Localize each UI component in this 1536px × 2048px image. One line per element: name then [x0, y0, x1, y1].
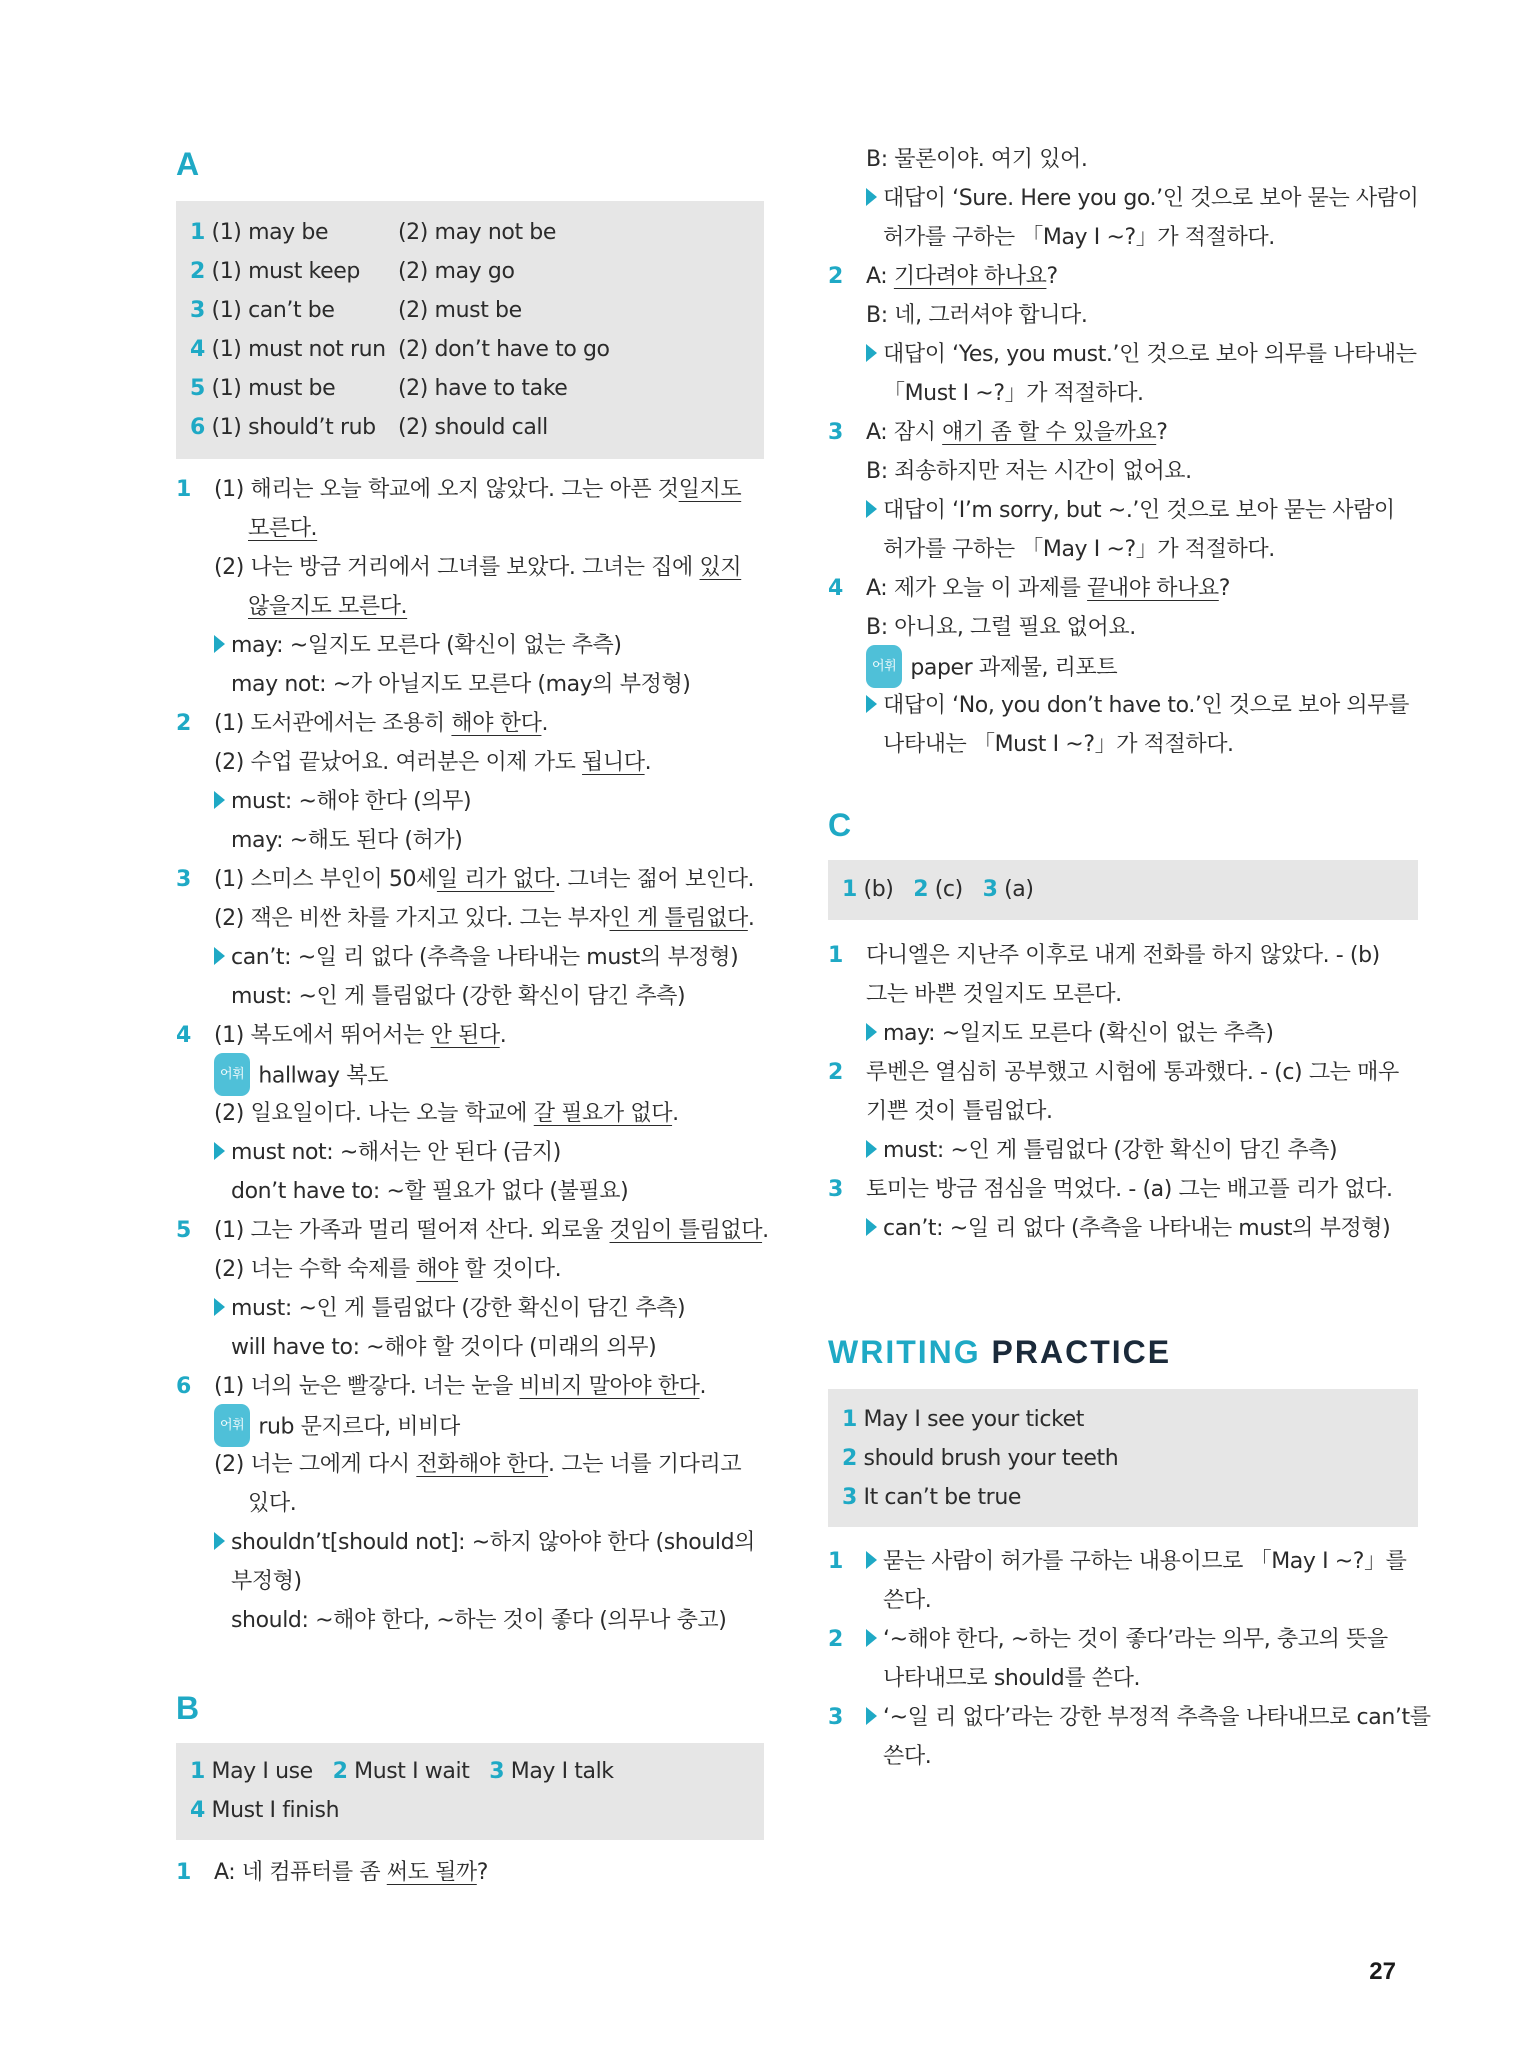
grammar-note: 대답이 ‘Sure. Here you go.’인 것으로 보아 묻는 사람이 — [866, 179, 1419, 218]
explanation-text: 모른다. — [248, 516, 318, 541]
answer-row — [190, 330, 386, 369]
dialogue-line: A: 네 컴퓨터를 좀 써도 될까? — [214, 1860, 489, 1885]
dialogue-line: B: 물론이야. 여기 있어. — [866, 147, 1088, 172]
item-number: 1 — [176, 1860, 191, 1885]
answer-row — [190, 291, 335, 330]
grammar-note: 대답이 ‘Yes, you must.’인 것으로 보아 의무를 나타내는 — [866, 335, 1417, 374]
explanation-text: (2) 수업 끝났어요. 여러분은 이제 가도 됩니다. — [214, 750, 652, 775]
answer-text: (2) should call — [398, 415, 548, 440]
answer-row — [190, 252, 360, 291]
answer-row: 1 May I see your ticket — [842, 1407, 1085, 1432]
grammar-note: can’t: ~일 리 없다 (추측을 나타내는 must의 부정형) — [866, 1209, 1390, 1248]
answer-row — [190, 213, 328, 252]
item-number: 3 — [828, 1705, 843, 1730]
vocab-note: 어휘 hallway 복도 — [214, 1055, 388, 1094]
dialogue-line: B: 네, 그러셔야 합니다. — [866, 303, 1088, 328]
explanation-text: (1) 해리는 오늘 학교에 오지 않았다. 그는 아픈 것일지도 — [214, 477, 742, 502]
item-number: 4 — [828, 576, 843, 601]
answer-row — [190, 369, 335, 408]
section-a-heading: A — [176, 146, 200, 182]
answer-text: (2) may go — [398, 259, 515, 284]
answer-text: (1) must keep — [211, 259, 360, 284]
answer-text: (2) have to take — [398, 376, 568, 401]
answer-number: 6 — [190, 415, 205, 440]
answer-text: (1) can’t be — [211, 298, 335, 323]
answer-row: 1 (b) 2 (c) 3 (a) — [842, 877, 1034, 902]
answer-row — [190, 408, 376, 447]
grammar-note: ‘~해야 한다, ~하는 것이 좋다’라는 의무, 충고의 뜻을 — [866, 1620, 1388, 1659]
section-b-answer-box — [176, 1743, 764, 1840]
answer-number: 1 — [190, 220, 205, 245]
triangle-bullet-icon — [214, 791, 225, 809]
item-number: 5 — [176, 1218, 191, 1243]
item-number: 4 — [176, 1023, 191, 1048]
answer-text: (1) must not run — [211, 337, 386, 362]
grammar-note: 쓴다. — [883, 1744, 932, 1769]
answer-number: 2 — [190, 259, 205, 284]
grammar-note: 쓴다. — [883, 1588, 932, 1613]
grammar-note: must: ~해야 한다 (의무) — [214, 782, 471, 821]
explanation-text: (2) 잭은 비싼 차를 가지고 있다. 그는 부자인 게 틀림없다. — [214, 906, 755, 931]
dialogue-line: A: 잠시 얘기 좀 할 수 있을까요? — [866, 420, 1168, 445]
grammar-note: must: ~인 게 틀림없다 (강한 확신이 담긴 추측) — [866, 1131, 1337, 1170]
answer-text: (1) should’t rub — [211, 415, 376, 440]
explanation-text: (2) 나는 방금 거리에서 그녀를 보았다. 그녀는 집에 있지 — [214, 555, 742, 580]
explanation-text: 루벤은 열심히 공부했고 시험에 통과했다. - (c) 그는 매우 — [866, 1060, 1399, 1085]
explanation-text: (2) 너는 그에게 다시 전화해야 한다. 그는 너를 기다리고 — [214, 1452, 742, 1477]
answer-text: (1) must be — [211, 376, 336, 401]
triangle-bullet-icon — [866, 1140, 877, 1158]
grammar-note: may not: ~가 아닐지도 모른다 (may의 부정형) — [231, 672, 691, 697]
dialogue-line: A: 제가 오늘 이 과제를 끝내야 하나요? — [866, 576, 1231, 601]
grammar-note: 대답이 ‘I’m sorry, but ~.’인 것으로 보아 묻는 사람이 — [866, 491, 1395, 530]
item-number: 1 — [828, 943, 843, 968]
triangle-bullet-icon — [866, 344, 877, 362]
grammar-note: 묻는 사람이 허가를 구하는 내용이므로 「May I ~?」를 — [866, 1542, 1407, 1581]
answer-text: (2) must be — [398, 298, 522, 323]
answer-number: 5 — [190, 376, 205, 401]
vocab-note: 어휘 rub 문지르다, 비비다 — [214, 1406, 460, 1445]
section-a-answer-box — [176, 201, 764, 459]
triangle-bullet-icon — [214, 947, 225, 965]
page-number: 27 — [1369, 1958, 1396, 1985]
answer-row: 4 Must I finish — [190, 1798, 340, 1823]
grammar-note: ‘~일 리 없다’라는 강한 부정적 추측을 나타내므로 can’t를 — [866, 1698, 1431, 1737]
explanation-text: (1) 도서관에서는 조용히 해야 한다. — [214, 711, 549, 736]
triangle-bullet-icon — [866, 1218, 877, 1236]
dialogue-line: B: 죄송하지만 저는 시간이 없어요. — [866, 459, 1192, 484]
triangle-bullet-icon — [214, 1298, 225, 1316]
vocab-badge: 어휘 — [214, 1053, 250, 1096]
grammar-note: may: ~해도 된다 (허가) — [231, 828, 463, 853]
vocab-badge: 어휘 — [214, 1404, 250, 1447]
explanation-text: (2) 너는 수학 숙제를 해야 할 것이다. — [214, 1257, 562, 1282]
item-number: 1 — [828, 1549, 843, 1574]
answer-row: 3 It can’t be true — [842, 1485, 1021, 1510]
triangle-bullet-icon — [214, 1142, 225, 1160]
triangle-bullet-icon — [866, 1023, 877, 1041]
dialogue-line: B: 아니요, 그럴 필요 없어요. — [866, 615, 1136, 640]
grammar-note: 나타내므로 should를 쓴다. — [883, 1666, 1141, 1691]
grammar-note: 허가를 구하는 「May I ~?」가 적절하다. — [883, 225, 1275, 250]
grammar-note: shouldn’t[should not]: ~하지 않아야 한다 (should의 — [214, 1523, 755, 1562]
grammar-note: must not: ~해서는 안 된다 (금지) — [214, 1133, 561, 1172]
triangle-bullet-icon — [866, 188, 877, 206]
explanation-text: 토미는 방금 점심을 먹었다. - (a) 그는 배고플 리가 없다. — [866, 1177, 1393, 1202]
item-number: 2 — [828, 1627, 843, 1652]
grammar-note: should: ~해야 한다, ~하는 것이 좋다 (의무나 충고) — [231, 1608, 727, 1633]
explanation-text: 있다. — [248, 1491, 297, 1516]
triangle-bullet-icon — [866, 695, 877, 713]
explanation-text: 기쁜 것이 틀림없다. — [866, 1099, 1053, 1124]
dialogue-line: A: 기다려야 하나요? — [866, 264, 1058, 289]
triangle-bullet-icon — [866, 1629, 877, 1647]
explanation-text: (1) 복도에서 뛰어서는 안 된다. — [214, 1023, 507, 1048]
item-number: 3 — [828, 420, 843, 445]
grammar-note: will have to: ~해야 할 것이다 (미래의 의무) — [231, 1335, 657, 1360]
item-number: 3 — [828, 1177, 843, 1202]
grammar-note: must: ~인 게 틀림없다 (강한 확신이 담긴 추측) — [214, 1289, 685, 1328]
explanation-text: (1) 스미스 부인이 50세일 리가 없다. 그녀는 젊어 보인다. — [214, 867, 755, 892]
item-number: 1 — [176, 477, 191, 502]
explanation-text: 그는 바쁜 것일지도 모른다. — [866, 982, 1122, 1007]
grammar-note: can’t: ~일 리 없다 (추측을 나타내는 must의 부정형) — [214, 938, 738, 977]
answer-number: 3 — [190, 298, 205, 323]
grammar-note: 부정형) — [231, 1569, 302, 1594]
explanation-text: (1) 그는 가족과 멀리 떨어져 산다. 외로울 것임이 틀림없다. — [214, 1218, 769, 1243]
grammar-note: 허가를 구하는 「May I ~?」가 적절하다. — [883, 537, 1275, 562]
answer-row: 1 May I use 2 Must I wait 3 May I talk — [190, 1759, 614, 1784]
explanation-text: 않을지도 모른다. — [248, 594, 408, 619]
answer-number: 4 — [190, 337, 205, 362]
grammar-note: 대답이 ‘No, you don’t have to.’인 것으로 보아 의무를 — [866, 686, 1409, 725]
triangle-bullet-icon — [866, 500, 877, 518]
explanation-text: (2) 일요일이다. 나는 오늘 학교에 갈 필요가 없다. — [214, 1101, 679, 1126]
vocab-badge: 어휘 — [866, 645, 902, 688]
writing-practice-heading: WRITING PRACTICE — [828, 1334, 1172, 1370]
grammar-note: may: ~일지도 모른다 (확신이 없는 추측) — [214, 626, 622, 665]
item-number: 2 — [828, 264, 843, 289]
grammar-note: don’t have to: ~할 필요가 없다 (불필요) — [231, 1179, 629, 1204]
section-c-answer-box — [828, 860, 1418, 920]
section-b-heading: B — [176, 1690, 200, 1726]
triangle-bullet-icon — [214, 1532, 225, 1550]
item-number: 3 — [176, 867, 191, 892]
vocab-note: 어휘 paper 과제물, 리포트 — [866, 647, 1117, 686]
item-number: 2 — [176, 711, 191, 736]
answer-text: (2) don’t have to go — [398, 337, 610, 362]
answer-row: 2 should brush your teeth — [842, 1446, 1119, 1471]
answer-text: (2) may not be — [398, 220, 557, 245]
grammar-note: must: ~인 게 틀림없다 (강한 확신이 담긴 추측) — [231, 984, 686, 1009]
section-c-heading: C — [828, 807, 852, 843]
triangle-bullet-icon — [866, 1707, 877, 1725]
writing-practice-answer-box — [828, 1389, 1418, 1527]
item-number: 6 — [176, 1374, 191, 1399]
answer-text: (1) may be — [211, 220, 329, 245]
grammar-note: may: ~일지도 모른다 (확신이 없는 추측) — [866, 1014, 1274, 1053]
triangle-bullet-icon — [866, 1551, 877, 1569]
grammar-note: 「Must I ~?」가 적절하다. — [883, 381, 1144, 406]
triangle-bullet-icon — [214, 635, 225, 653]
item-number: 2 — [828, 1060, 843, 1085]
grammar-note: 나타내는 「Must I ~?」가 적절하다. — [883, 732, 1234, 757]
explanation-text: (1) 너의 눈은 빨갛다. 너는 눈을 비비지 말아야 한다. — [214, 1374, 707, 1399]
explanation-text: 다니엘은 지난주 이후로 내게 전화를 하지 않았다. - (b) — [866, 943, 1380, 968]
